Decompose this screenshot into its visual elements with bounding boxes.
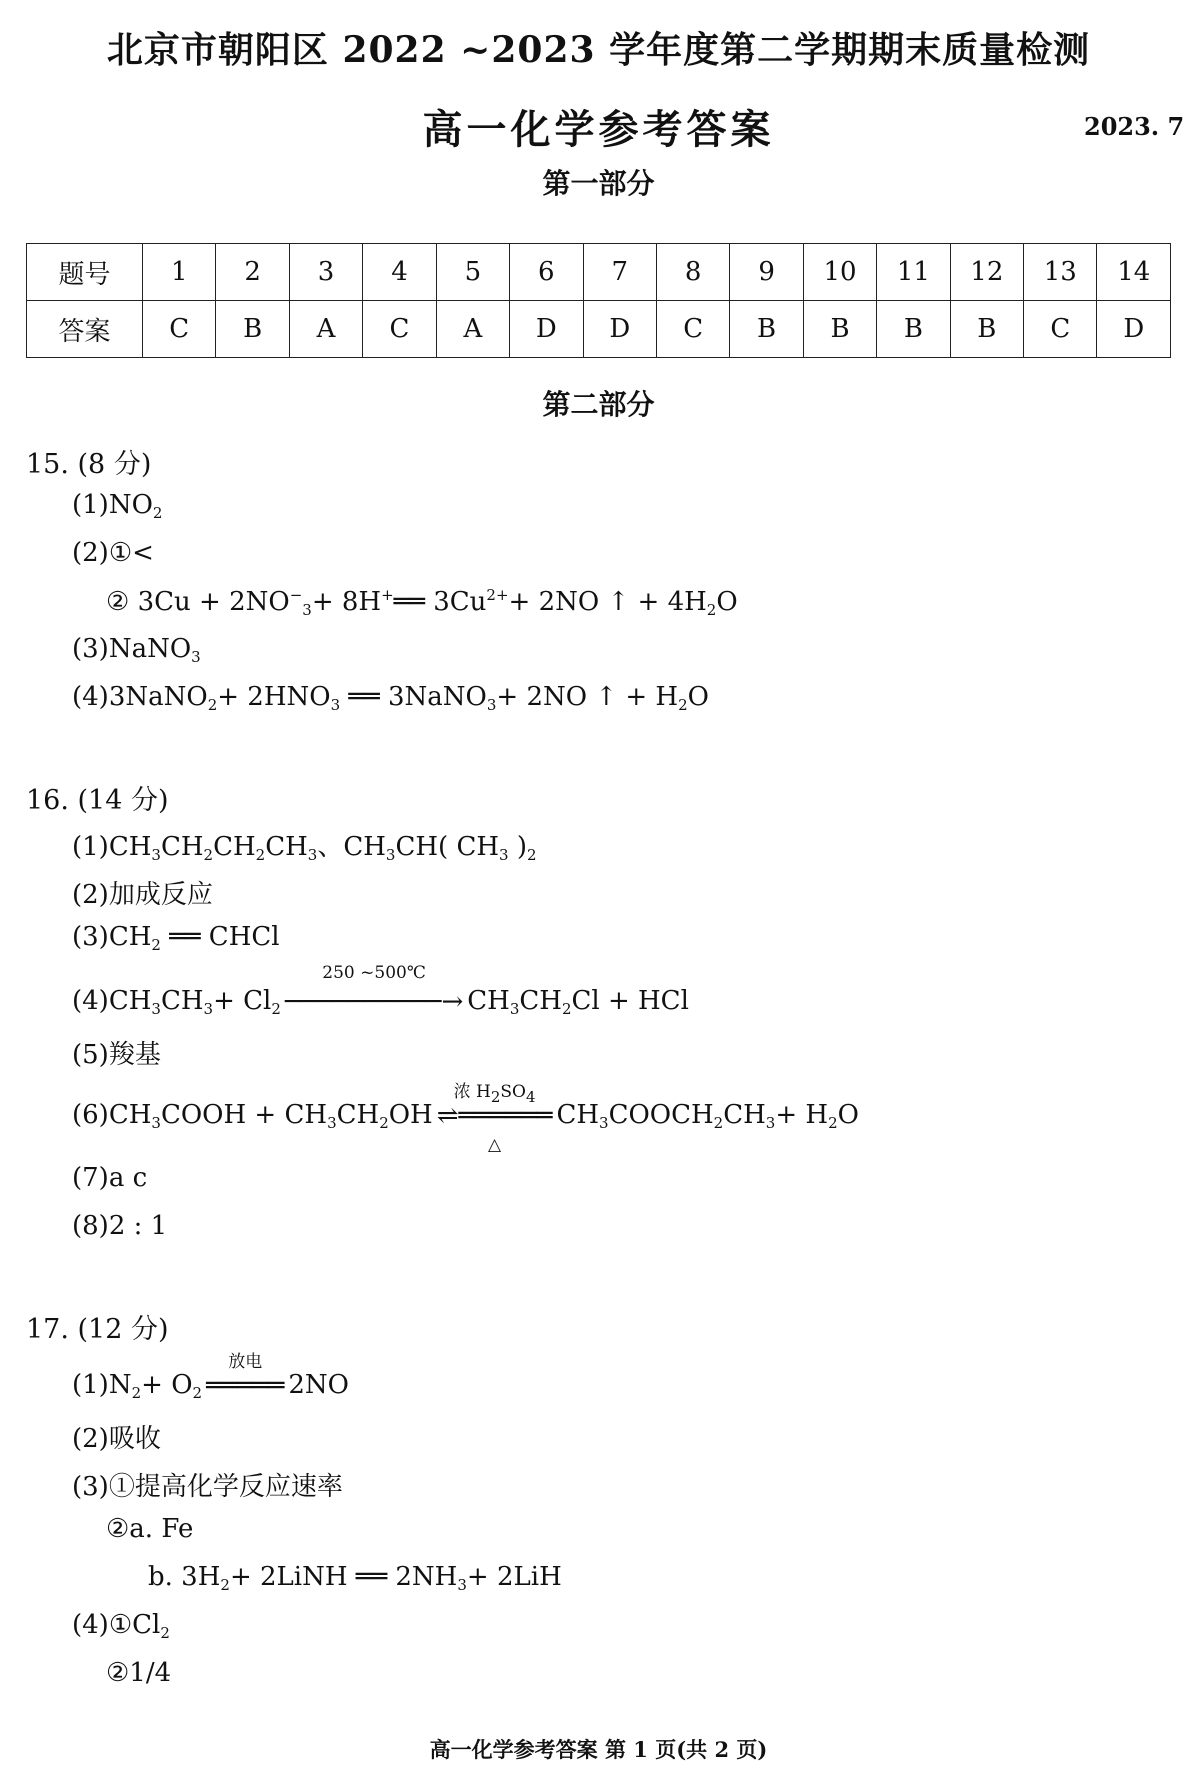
page-footer: 高一化学参考答案 第 1 页(共 2 页) bbox=[429, 1737, 768, 1762]
table-cell: B bbox=[803, 301, 876, 358]
q15-answer-1: $(1)NO_2$ bbox=[72, 490, 163, 522]
table-cell: 1 bbox=[143, 244, 216, 301]
q16-title: 16. (14 分) bbox=[26, 785, 169, 816]
q17-answer-4-2: ②1/4 bbox=[106, 1658, 172, 1688]
q16-answer-4: $(4)CH_3CH_3+ Cl_2$ 250 ~500℃ ──────────→ $CH_3CH_2Cl$ + HCl bbox=[72, 963, 689, 1018]
q15-answer-3: (3)NaNO$_3$ bbox=[72, 634, 201, 666]
table-cell: D bbox=[510, 301, 583, 358]
table-cell: B bbox=[950, 301, 1023, 358]
table-cell: 2 bbox=[216, 244, 289, 301]
table-cell: B bbox=[216, 301, 289, 358]
row-label-number: 题号 bbox=[27, 244, 143, 301]
table-cell: D bbox=[583, 301, 656, 358]
table-cell: B bbox=[730, 301, 803, 358]
table-cell: C bbox=[656, 301, 729, 358]
q16-answer-5: (5)羧基 bbox=[72, 1040, 161, 1070]
table-cell: B bbox=[877, 301, 950, 358]
table-cell: 6 bbox=[510, 244, 583, 301]
reaction-arrow: 放电 ═════ bbox=[206, 1352, 285, 1401]
table-cell: 9 bbox=[730, 244, 803, 301]
table-cell: 5 bbox=[436, 244, 509, 301]
q16-answer-7: (7)a c bbox=[72, 1163, 148, 1193]
table-row-numbers bbox=[27, 244, 1171, 301]
row-label-answer: 答案 bbox=[27, 301, 143, 358]
q17-answer-4: $(4)①Cl_2$ bbox=[72, 1610, 170, 1642]
table-cell: C bbox=[1024, 301, 1097, 358]
answer-table bbox=[26, 243, 1171, 358]
table-cell: C bbox=[363, 301, 436, 358]
q17-answer-3: (3)①提高化学反应速率 bbox=[72, 1472, 343, 1502]
q17-answer-3-b: b. $3H_2+$ 2LiNH ══ $2NH_3+ 2LiH$ bbox=[148, 1562, 562, 1594]
part2-heading: 第二部分 bbox=[542, 388, 655, 421]
table-cell: 3 bbox=[289, 244, 362, 301]
table-cell: D bbox=[1097, 301, 1171, 358]
table-cell: 8 bbox=[656, 244, 729, 301]
document-subtitle: 高一化学参考答案 bbox=[422, 106, 775, 153]
table-cell: 7 bbox=[583, 244, 656, 301]
q17-title: 17. (12 分) bbox=[26, 1314, 169, 1345]
q17-answer-2: (2)吸收 bbox=[72, 1424, 161, 1454]
table-cell: 14 bbox=[1097, 244, 1171, 301]
q15-answer-4: (4)3NaNO$_2$+ $2HNO_3$ ══ 3NaNO$_3$+ 2NO ↑ + $H_2O$ bbox=[72, 682, 709, 714]
part1-heading: 第一部分 bbox=[542, 167, 655, 200]
reaction-arrow: 250 ~500℃ ──────────→ bbox=[284, 963, 464, 1017]
table-cell: 13 bbox=[1024, 244, 1097, 301]
q15-answer-2: (2)①< bbox=[72, 538, 154, 568]
table-cell: 10 bbox=[803, 244, 876, 301]
reversible-arrow: 浓 $H_2SO_4$ △ ⇌══════ bbox=[436, 1082, 553, 1155]
table-cell: 11 bbox=[877, 244, 950, 301]
table-row-answers bbox=[27, 301, 1171, 358]
table-cell: 4 bbox=[363, 244, 436, 301]
table-cell: C bbox=[143, 301, 216, 358]
table-cell: A bbox=[436, 301, 509, 358]
q16-answer-8: (8)2 : 1 bbox=[72, 1211, 168, 1241]
document-title: 北京市朝阳区 2022 ~2023 学年度第二学期期末质量检测 bbox=[106, 29, 1091, 71]
document-date: 2023. 7 bbox=[1084, 112, 1185, 141]
q17-answer-3-a: ②a. Fe bbox=[106, 1514, 194, 1544]
table-cell: A bbox=[289, 301, 362, 358]
q15-title: 15. (8 分) bbox=[26, 449, 152, 480]
q16-answer-3: $(3)CH_2$ ══ CHCl bbox=[72, 922, 280, 954]
q17-answer-1: $(1)N_2+ O_2$ 放电 ═════ 2NO bbox=[72, 1352, 349, 1402]
q16-answer-6: $(6)CH_3COOH + CH_3CH_2OH$ 浓 $H_2SO_4$ △ ⇌══════ $CH_3COOCH_2CH_3+ H_2O$ bbox=[72, 1082, 859, 1155]
q16-answer-1: $(1)CH_3CH_2CH_2CH_3$、$CH_3CH$( $CH_3$ )$_2$ bbox=[72, 832, 537, 864]
q16-answer-2: (2)加成反应 bbox=[72, 880, 213, 910]
table-cell: 12 bbox=[950, 244, 1023, 301]
q15-answer-2-equation: ② $3Cu + 2NO^-_3+$ 8H+══ $3Cu^{2+}+ 2NO$ ↑ + $4H_2O$ bbox=[106, 586, 738, 619]
